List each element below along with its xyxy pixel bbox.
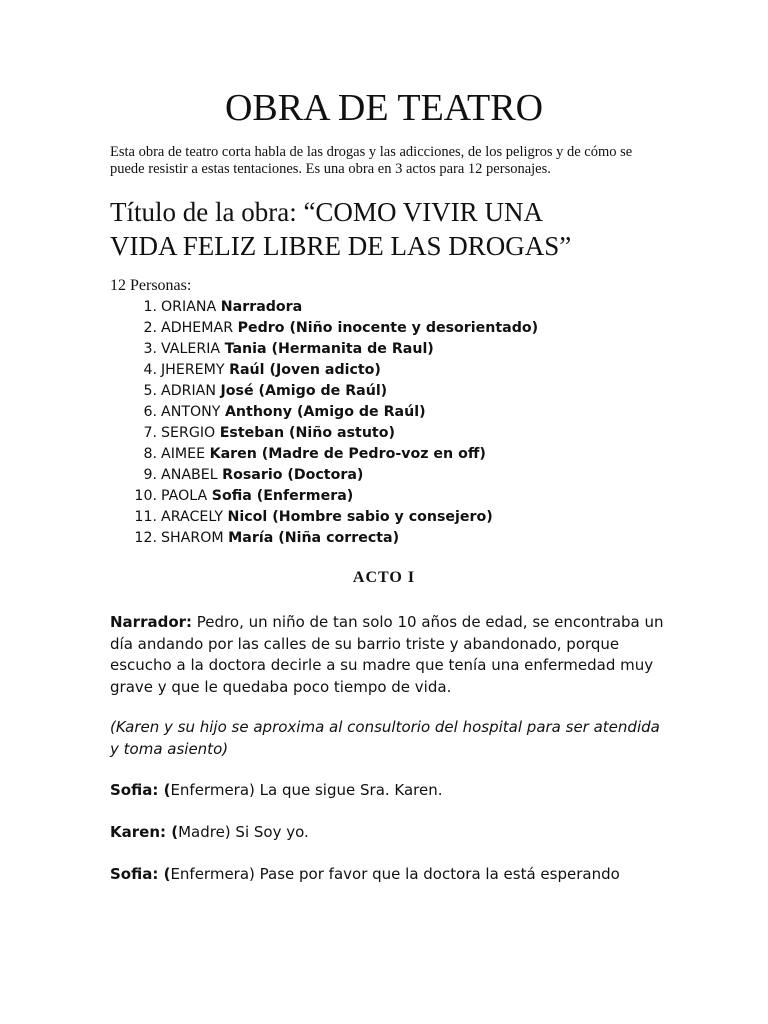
speaker-label: Narrador:	[110, 613, 193, 631]
cast-number: 2.	[143, 320, 157, 336]
cast-item	[110, 318, 670, 339]
work-title-line-2: VIDA FELIZ LIBRE DE LAS DROGAS”	[110, 231, 572, 261]
dialogue-line	[110, 780, 670, 802]
dialogue-line	[110, 822, 670, 844]
character-name: Raúl (Joven adicto)	[229, 362, 381, 378]
cast-number: 6.	[143, 404, 157, 420]
character-name: Anthony (Amigo de Raúl)	[224, 404, 426, 420]
actor-name: SHAROM	[161, 530, 224, 546]
work-title-line-1: Título de la obra: “COMO VIVIR UNA	[110, 197, 543, 227]
character-name: Tania (Hermanita de Raul)	[224, 341, 434, 357]
actor-name: ANTONY	[161, 404, 221, 420]
cast-item	[110, 528, 670, 549]
cast-item	[110, 339, 670, 360]
cast-number: 7.	[143, 425, 157, 441]
character-name: Rosario (Doctora)	[222, 467, 364, 483]
cast-number: 3.	[143, 341, 157, 357]
dialogue-text: Madre) Si Soy yo.	[178, 823, 309, 841]
document-title: OBRA DE TEATRO	[224, 87, 544, 129]
intro-paragraph: Esta obra de teatro corta habla de las drogas y las adicciones, de los peligros y de cómo se puede resistir a estas tentaciones. Es una obra en 3 actos para 12 personajes.	[110, 144, 633, 177]
cast-number: 10.	[134, 488, 157, 504]
cast-item	[110, 465, 670, 486]
actor-name: PAOLA	[161, 488, 208, 504]
character-name: Nicol (Hombre sabio y consejero)	[227, 509, 493, 525]
cast-number: 8.	[143, 446, 157, 462]
dialogue-line	[110, 864, 670, 886]
narrator-paragraph	[110, 612, 670, 698]
speaker-label: Karen: (	[110, 823, 179, 841]
stage-direction: (Karen y su hijo se aproxima al consultorio del hospital para ser atendida y toma asiento)	[110, 718, 660, 758]
cast-item	[110, 507, 670, 528]
cast-number: 11.	[134, 509, 157, 525]
actor-name: ADRIAN	[161, 383, 216, 399]
actor-name: AIMEE	[161, 446, 206, 462]
actor-name: SERGIO	[161, 425, 216, 441]
actor-name: JHEREMY	[161, 362, 225, 378]
dialogue-text: Enfermera) La que sigue Sra. Karen.	[170, 781, 443, 799]
character-name: José (Amigo de Raúl)	[220, 383, 388, 399]
cast-item	[110, 486, 670, 507]
act-heading: ACTO I	[352, 569, 416, 586]
work-title	[110, 195, 710, 263]
actor-name: ORIANA	[161, 299, 217, 315]
speaker-label: Sofia: (	[110, 865, 171, 883]
character-name: Pedro (Niño inocente y desorientado)	[237, 320, 539, 336]
character-name: Esteban (Niño astuto)	[219, 425, 395, 441]
cast-number: 1.	[143, 299, 157, 315]
character-name: Sofia (Enfermera)	[211, 488, 354, 504]
actor-name: ADHEMAR	[161, 320, 234, 336]
cast-number: 5.	[143, 383, 157, 399]
character-name: Narradora	[220, 299, 303, 315]
cast-list	[110, 297, 670, 549]
speaker-label: Sofia: (	[110, 781, 171, 799]
cast-item	[110, 297, 670, 318]
cast-item	[110, 360, 670, 381]
cast-number: 9.	[143, 467, 157, 483]
actor-name: ARACELY	[161, 509, 223, 525]
actor-name: ANABEL	[161, 467, 218, 483]
cast-heading: 12 Personas:	[110, 277, 192, 294]
cast-number: 4.	[143, 362, 157, 378]
cast-item	[110, 444, 670, 465]
cast-item	[110, 423, 670, 444]
actor-name: VALERIA	[161, 341, 221, 357]
character-name: Karen (Madre de Pedro-voz en off)	[209, 446, 486, 462]
character-name: María (Niña correcta)	[228, 530, 400, 546]
cast-item	[110, 402, 670, 423]
dialogue-text: Pedro, un niño de tan solo 10 años de edad, se encontraba un día andando por las calles de su barrio triste y abandonado, porque escucho a la doctora decirle a su madre que tenía una enfermedad muy grave y que le quedaba poco tiempo de vida.	[110, 613, 664, 696]
cast-number: 12.	[134, 530, 157, 546]
dialogue-text: Enfermera) Pase por favor que la doctora la está esperando	[170, 865, 620, 883]
cast-item	[110, 381, 670, 402]
